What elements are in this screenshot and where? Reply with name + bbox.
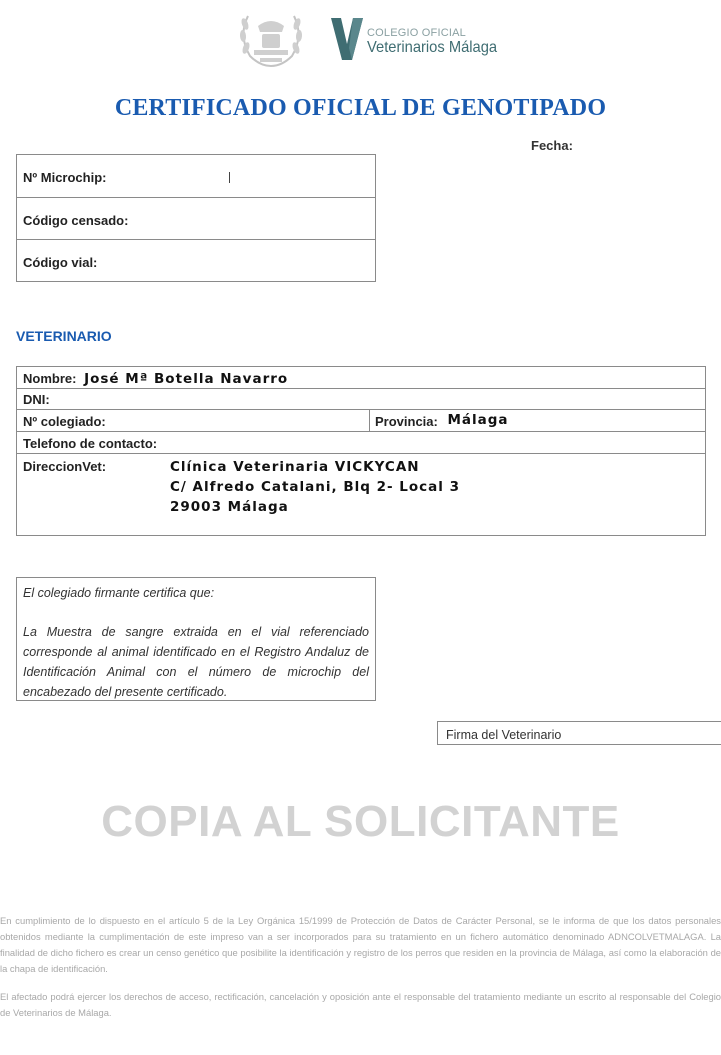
firma-field[interactable] bbox=[437, 721, 721, 745]
certification-body: La Muestra de sangre extraida en el vial referenciado corresponde al animal identificado en el Registro Andaluz de Identificación Animal con el número de microchip del encabezado del presente certificado. bbox=[23, 625, 369, 699]
direccion-row[interactable] bbox=[17, 454, 705, 534]
column-divider bbox=[369, 410, 370, 431]
codigo-vial-row[interactable] bbox=[17, 239, 375, 281]
microchip-label: Nº Microchip: bbox=[23, 170, 107, 185]
colegiado-label[interactable]: Nº colegiado: bbox=[23, 414, 106, 429]
telefono-row[interactable] bbox=[17, 432, 705, 454]
legal-paragraph-2: El afectado podrá ejercer los derechos de acceso, rectificación, cancelación y oposición ante el responsable del tratamiento mediante un escrito al responsable del Colegio de Veterinarios de Málaga. bbox=[0, 991, 721, 1018]
direccion-line: C/ Alfredo Catalani, Blq 2- Local 3 bbox=[170, 479, 461, 495]
codigo-censado-row[interactable] bbox=[17, 197, 375, 239]
nombre-value: José Mª Botella Navarro bbox=[84, 371, 289, 387]
colegiado-row bbox=[17, 410, 705, 432]
direccion-line: 29003 Málaga bbox=[170, 499, 289, 515]
veterinario-heading: VETERINARIO bbox=[16, 328, 112, 344]
provincia-value: Málaga bbox=[447, 412, 509, 428]
veterinario-box bbox=[16, 366, 706, 536]
direccion-value bbox=[170, 457, 460, 517]
microchip-box bbox=[16, 154, 376, 282]
page-title: CERTIFICADO OFICIAL DE GENOTIPADO bbox=[114, 95, 607, 121]
nombre-row[interactable] bbox=[17, 367, 705, 389]
codigo-vial-label: Código vial: bbox=[23, 255, 98, 270]
logo-line1: COLEGIO OFICIAL bbox=[367, 27, 466, 39]
certification-box bbox=[16, 577, 376, 701]
legal-paragraph-1: En cumplimiento de lo dispuesto en el artículo 5 de la Ley Orgánica 15/1999 de Protección de Datos de Carácter Personal, se le informa de que los datos personales obtenidos mediante la cumplimentación de este impreso van a ser incorporados para su tratamiento en un fichero automático denominado ADNCOLVETMALAGA. La finalidad de dicho fichero es crear un censo genético que posibilite la identificación y registro de los perros que residen en la provincia de Málaga, así como la elaboración de la chapa de identificación. bbox=[0, 915, 721, 974]
text-cursor bbox=[229, 172, 230, 183]
dni-row[interactable] bbox=[17, 389, 705, 410]
direccion-label: DireccionVet: bbox=[23, 459, 107, 474]
certification-intro: El colegiado firmante certifica que: bbox=[23, 586, 215, 600]
firma-label: Firma del Veterinario bbox=[446, 728, 562, 742]
logo-line2: Veterinarios Málaga bbox=[367, 39, 498, 56]
provincia-label: Provincia: bbox=[375, 414, 438, 429]
coat-of-arms-seal-icon bbox=[236, 8, 306, 70]
fecha-label: Fecha: bbox=[531, 138, 573, 153]
copia-watermark: COPIA AL SOLICITANTE bbox=[101, 797, 620, 846]
nombre-label: Nombre: bbox=[23, 371, 77, 386]
dni-label: DNI: bbox=[23, 392, 50, 407]
telefono-label: Telefono de contacto: bbox=[23, 436, 158, 451]
microchip-row[interactable] bbox=[17, 155, 375, 197]
direccion-line: Clínica Veterinaria VICKYCAN bbox=[170, 459, 420, 475]
v-logo-icon bbox=[331, 18, 363, 60]
provincia-field[interactable] bbox=[375, 410, 509, 434]
codigo-censado-label: Código censado: bbox=[23, 213, 129, 228]
